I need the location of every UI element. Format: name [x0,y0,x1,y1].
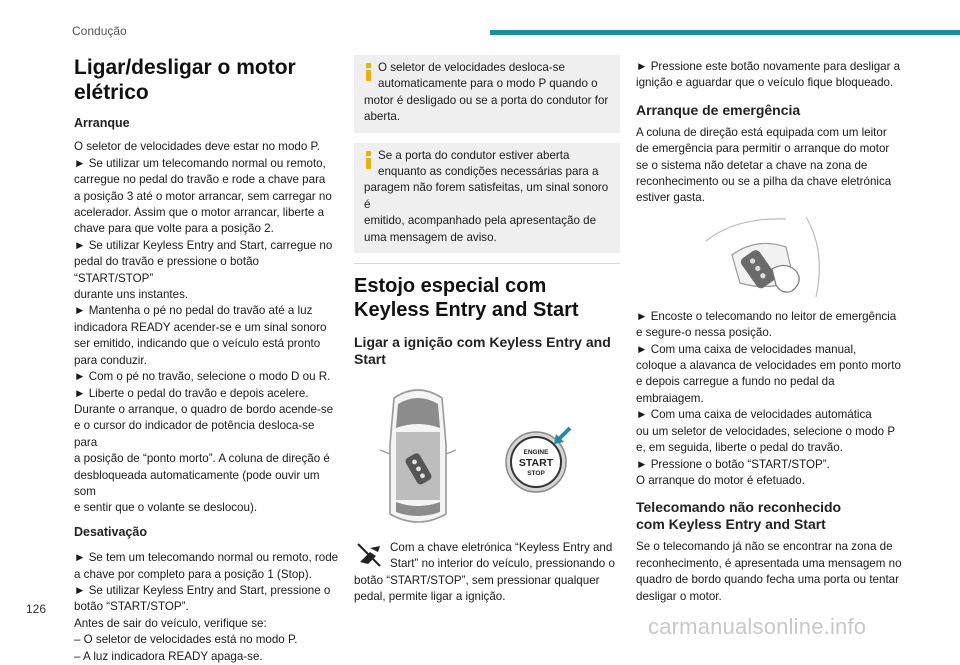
text-line: ► Encoste o telecomando no leitor de emergência [636,309,897,323]
text-line: Durante o arranque, o quadro de bordo acende-se [74,402,334,416]
text-line: ► Com uma caixa de velocidades automática [636,408,872,422]
text-line: estiver gasta. [636,191,705,205]
text-line: e segure-o nessa posição. [636,326,772,340]
info-note-2 [354,143,620,253]
text-line: ou um seletor de velocidades, selecione o modo P [636,424,896,438]
text-line: Antes de sair do veículo, verifique se: [74,616,267,630]
text-line: uma mensagem de aviso. [364,230,497,244]
info-icon [366,63,371,81]
running-header: Condução [72,24,127,38]
text-line: ► Se tem um telecomando normal ou remoto, rode [74,551,339,565]
text-line: ► Pressione o botão “START/STOP”. [636,457,830,471]
text-line: durante uns instantes. [74,288,189,302]
text-line: coloque a alavanca de velocidades em ponto morto [636,359,901,373]
text-line: se o sistema não detetar a chave na zona de [636,158,868,172]
text-line: e, em seguida, liberte o pedal do travão. [636,441,843,455]
column-1 [74,55,340,665]
button-label-engine: ENGINE [523,449,549,457]
heading-telecomando-nao-reconhecido: Telecomando não reconhecido com Keyless Entry and Start [636,499,842,533]
info-icon [366,151,371,169]
column-3 [636,55,902,605]
page-number: 126 [26,602,47,616]
text-line: ► Com o pé no travão, selecione o modo D ou R. [74,370,331,384]
text-line: ser emitido, indicando que o veículo está pronto [74,337,321,351]
text-line: Com a chave eletrónica “Keyless Entry and [390,541,613,555]
foot-no-pedal-icon [354,540,384,570]
steps-text [636,309,902,489]
car-keyless-illustration [354,384,620,532]
watermark: carmanualsonline.info [648,614,867,639]
heading-arranque-emergencia: Arranque de emergência [636,101,801,118]
button-label-start: START [518,457,554,470]
text-line: carregue no pedal do travão e rode a chave para [74,173,326,187]
heading-desativacao: Desativação [74,524,147,539]
text-line: a chave por completo para a posição 1 (Stop). [74,567,312,581]
text-line: botão “START/STOP”, sem pressionar qualquer [354,573,600,587]
text-line: acelerador. Assim que o motor arrancar, liberte a [74,206,325,220]
text-line: desligar o motor. [636,589,722,603]
header-accent-bar [490,30,960,35]
text-line: Start” no interior do veículo, pressionando o [390,557,615,571]
text-line: ► Pressione este botão novamente para desligar a [636,60,901,73]
text-line: de emergência para permitir o arranque do motor [636,142,890,156]
text-line: ► Mantenha o pé no pedal do travão até a luz [74,304,313,318]
text-line: reconhecimento ou se a pilha da chave eletrónica [636,175,892,189]
car-top-view-icon [354,384,620,532]
text-line: e o cursor do indicador de potência desloca-se para [74,419,315,449]
desativacao-text [74,550,340,665]
text-line: A coluna de direção está equipada com um leitor [636,125,887,139]
text-line: – A luz indicadora READY apaga-se. [74,649,263,663]
text-line: quadro de bordo quando fecha uma porta ou tentar [636,573,899,587]
text-line: motor é desligado ou se a porta do condutor for [364,93,609,107]
text-line: chave para que volte para a posição 2. [74,222,274,236]
text-line: O seletor de velocidades desloca-se [378,61,565,74]
heading-arranque: Arranque [74,116,130,130]
text-line: desbloqueada automaticamente (pode ouvir um som [74,468,320,498]
text-line: ► Com uma caixa de velocidades manual, [636,342,857,356]
text-line: ► Se utilizar Keyless Entry and Start, pressione o [74,583,331,597]
column-2 [354,55,620,606]
info-note-1 [354,55,620,133]
arranque-text [74,139,340,516]
text-line: a posição 3 até o motor arrancar, sem carregar no [74,189,332,203]
text-line: pedal, permite ligar a ignição. [354,590,506,604]
text-line: botão “START/STOP”. [74,600,189,614]
ligar-paragraph [354,540,620,573]
text-line: pedal do travão e pressione o botão “START/STOP” [74,255,259,285]
text-line: a posição de “ponto morto”. A coluna de direção é [74,452,330,466]
text-line: reconhecimento, é apresentada uma mensagem no [636,556,902,570]
text-line: indicadora READY acender-se e um sinal sonoro [74,320,327,334]
text-line: e sentir que o volante se deslocou). [74,501,258,515]
text-line: ► Se utilizar Keyless Entry and Start, carregue no [74,238,333,252]
text-line: aberta. [364,110,401,124]
section-title-ligar-desligar: Ligar/desligar o motor elétrico [74,56,296,104]
text-line: para conduzir. [74,353,147,367]
section-title-estojo: Estojo especial com Keyless Entry and Start [354,275,579,322]
key-on-steering-column-icon [636,211,902,301]
emergency-reader-illustration [636,211,902,301]
text-line: ignição e aguardar que o veículo fique bloqueado. [636,76,894,90]
text-line: emitido, acompanhado pela apresentação de [364,214,597,228]
button-label-stop: STOP [527,470,545,478]
heading-ligar-ignicao: Ligar a ignição com Keyless Entry and Start [354,334,611,368]
emergencia-text [636,125,902,207]
text-line: paragem não forem satisfeitas, um sinal sonoro é [364,181,609,211]
text-line: ► Se utilizar um telecomando normal ou remoto, [74,156,326,170]
telecomando-text [636,539,902,605]
text-line: automaticamente para o modo P quando o [378,77,598,91]
text-line: O arranque do motor é efetuado. [636,473,805,487]
text-line: – O seletor de velocidades está no modo P. [74,633,298,647]
intro-text [636,59,902,92]
text-line: O seletor de velocidades deve estar no modo P. [74,140,320,154]
divider [354,263,620,264]
text-line: Se o telecomando já não se encontrar na zona de [636,540,893,554]
text-line: enquanto as condições necessárias para a [378,165,599,179]
text-line: Se a porta do condutor estiver aberta [378,148,570,162]
text-line: ► Liberte o pedal do travão e depois acelere. [74,386,309,400]
text-line: e depois carregue a fundo no pedal da embraiagem. [636,375,835,405]
